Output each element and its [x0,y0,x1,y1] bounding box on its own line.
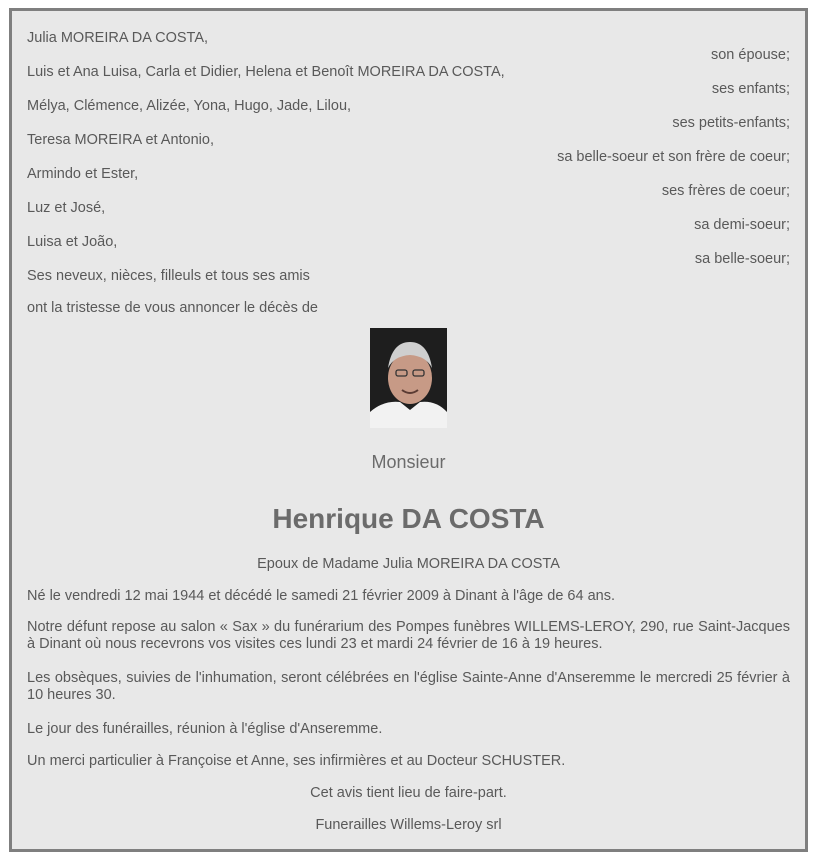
family-relation-0: son épouse; [710,47,790,63]
meeting-paragraph: Le jour des funérailles, réunion à l'église d'Anseremme. [27,721,383,737]
family-names-3: Teresa MOREIRA et Antonio, [27,132,214,148]
friends-line: Ses neveux, nièces, filleuls et tous ses amis [27,268,310,284]
family-relation-5: sa demi-soeur; [694,217,790,233]
spouse-line: Epoux de Madame Julia MOREIRA DA COSTA [257,556,560,572]
obituary-card [9,8,808,852]
birth-paragraph: Né le vendredi 12 mai 1944 et décédé le samedi 21 février 2009 à Dinant à l'âge de 64 ans. [27,588,615,604]
family-relation-1: ses enfants; [711,81,790,97]
family-names-6: Luisa et João, [27,234,118,250]
family-names-2: Mélya, Clémence, Alizée, Yona, Hugo, Jade, Lilou, [27,98,352,114]
announce-line: ont la tristesse de vous annoncer le décès de [27,300,318,316]
funeral-paragraph: Les obsèques, suivies de l'inhumation, seront célébrées en l'église Sainte-Anne d'Anseremme le mercredi 25 février à 10 heures 30. [27,670,790,703]
family-names-1: Luis et Ana Luisa, Carla et Didier, Helena et Benoît MOREIRA DA COSTA, [27,64,505,80]
family-names-5: Luz et José, [27,200,106,216]
family-relation-6: sa belle-soeur; [694,251,790,267]
repose-paragraph: Notre défunt repose au salon « Sax » du funérarium des Pompes funèbres WILLEMS-LEROY, 290, rue Saint-Jacques à Dinant où nous recevrons vos visites ces lundi 23 et mardi 24 février de 16 à 19 heures. [27,619,790,652]
deceased-name: Henrique DA COSTA [272,503,545,534]
thanks-paragraph: Un merci particulier à Françoise et Anne, ses infirmières et au Docteur SCHUSTER. [27,753,566,769]
family-names-0: Julia MOREIRA DA COSTA, [27,30,209,46]
family-relation-3: sa belle-soeur et son frère de coeur; [557,149,790,165]
honorific-title: Monsieur [371,452,446,472]
signature-line: Funerailles Willems-Leroy srl [315,817,502,833]
family-relation-2: ses petits-enfants; [672,115,790,131]
closing-line: Cet avis tient lieu de faire-part. [310,785,507,801]
family-names-4: Armindo et Ester, [27,166,139,182]
portrait-photo [370,328,447,428]
family-relation-4: ses frères de coeur; [661,183,790,199]
